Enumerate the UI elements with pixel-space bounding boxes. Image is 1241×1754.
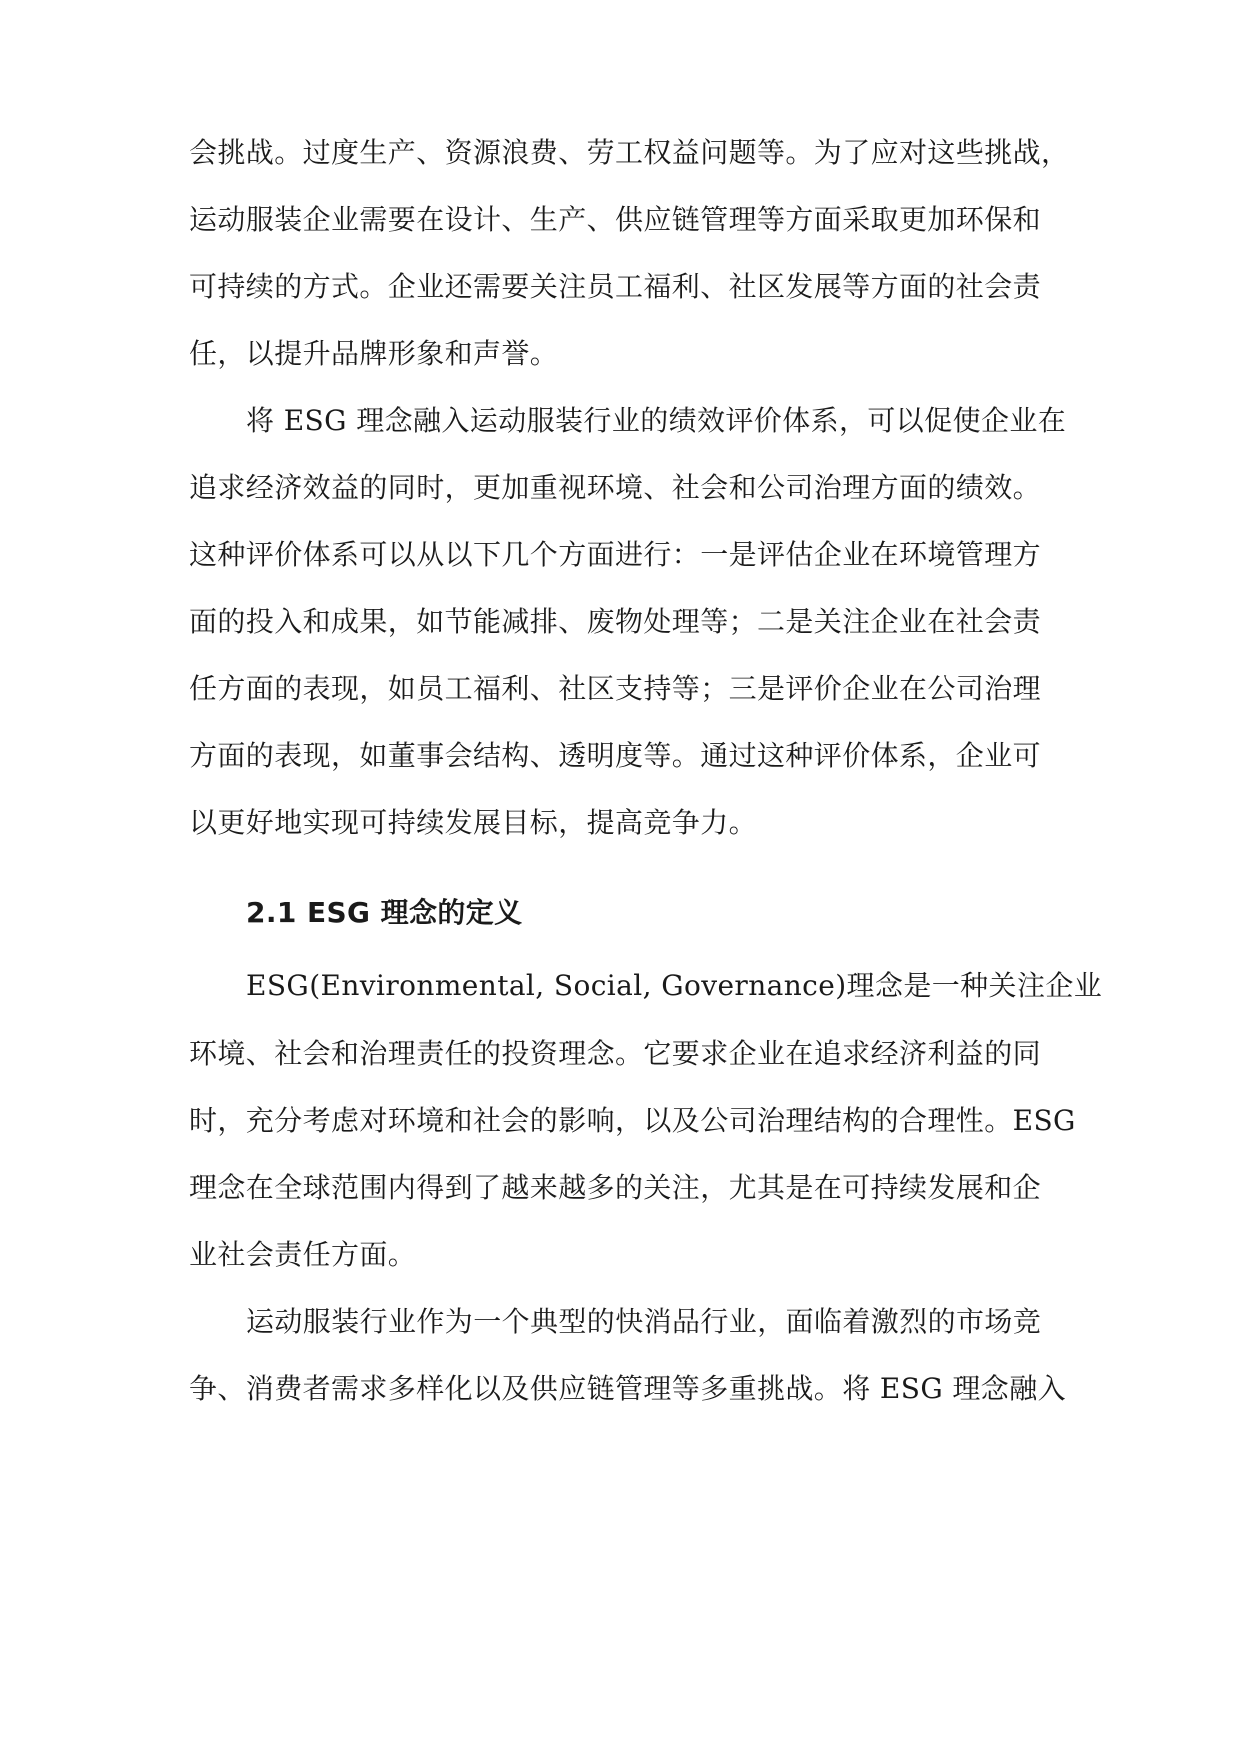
paragraph-line: 可持续的方式。企业还需要关注员工福利、社区发展等方面的社会责 — [189, 270, 1042, 303]
paragraph-line: 会挑战。过度生产、资源浪费、劳工权益问题等。为了应对这些挑战， — [189, 136, 1070, 169]
paragraph-line: 将 ESG 理念融入运动服装行业的绩效评价体系，可以促使企业在 — [246, 404, 1067, 437]
paragraph-line: 任方面的表现，如员工福利、社区支持等；三是评价企业在公司治理 — [189, 672, 1042, 705]
paragraph-line: 任，以提升品牌形象和声誉。 — [189, 337, 559, 370]
section-heading: 2.1 ESG 理念的定义 — [246, 896, 523, 929]
paragraph-line: 运动服装行业作为一个典型的快消品行业，面临着激烈的市场竞 — [246, 1305, 1042, 1338]
paragraph-line: 追求经济效益的同时，更加重视环境、社会和公司治理方面的绩效。 — [189, 471, 1042, 504]
paragraph-line: 面的投入和成果，如节能减排、废物处理等；二是关注企业在社会责 — [189, 605, 1042, 638]
paragraph-line: 业社会责任方面。 — [189, 1238, 417, 1271]
paragraph-line: 方面的表现，如董事会结构、透明度等。通过这种评价体系，企业可 — [189, 739, 1042, 772]
paragraph-line: 以更好地实现可持续发展目标，提高竞争力。 — [189, 806, 758, 839]
paragraph-line: 环境、社会和治理责任的投资理念。它要求企业在追求经济利益的同 — [189, 1037, 1042, 1070]
paragraph-line: 争、消费者需求多样化以及供应链管理等多重挑战。将 ESG 理念融入 — [189, 1372, 1066, 1405]
paragraph-line: ESG(Environmental, Social, Governance)理念是一种关注企业 — [246, 969, 1103, 1002]
paragraph-line: 理念在全球范围内得到了越来越多的关注，尤其是在可持续发展和企 — [189, 1171, 1042, 1204]
paragraph-line: 运动服装企业需要在设计、生产、供应链管理等方面采取更加环保和 — [189, 203, 1042, 236]
paragraph-line: 这种评价体系可以从以下几个方面进行：一是评估企业在环境管理方 — [189, 538, 1042, 571]
paragraph-line: 时，充分考虑对环境和社会的影响，以及公司治理结构的合理性。ESG — [189, 1104, 1076, 1137]
